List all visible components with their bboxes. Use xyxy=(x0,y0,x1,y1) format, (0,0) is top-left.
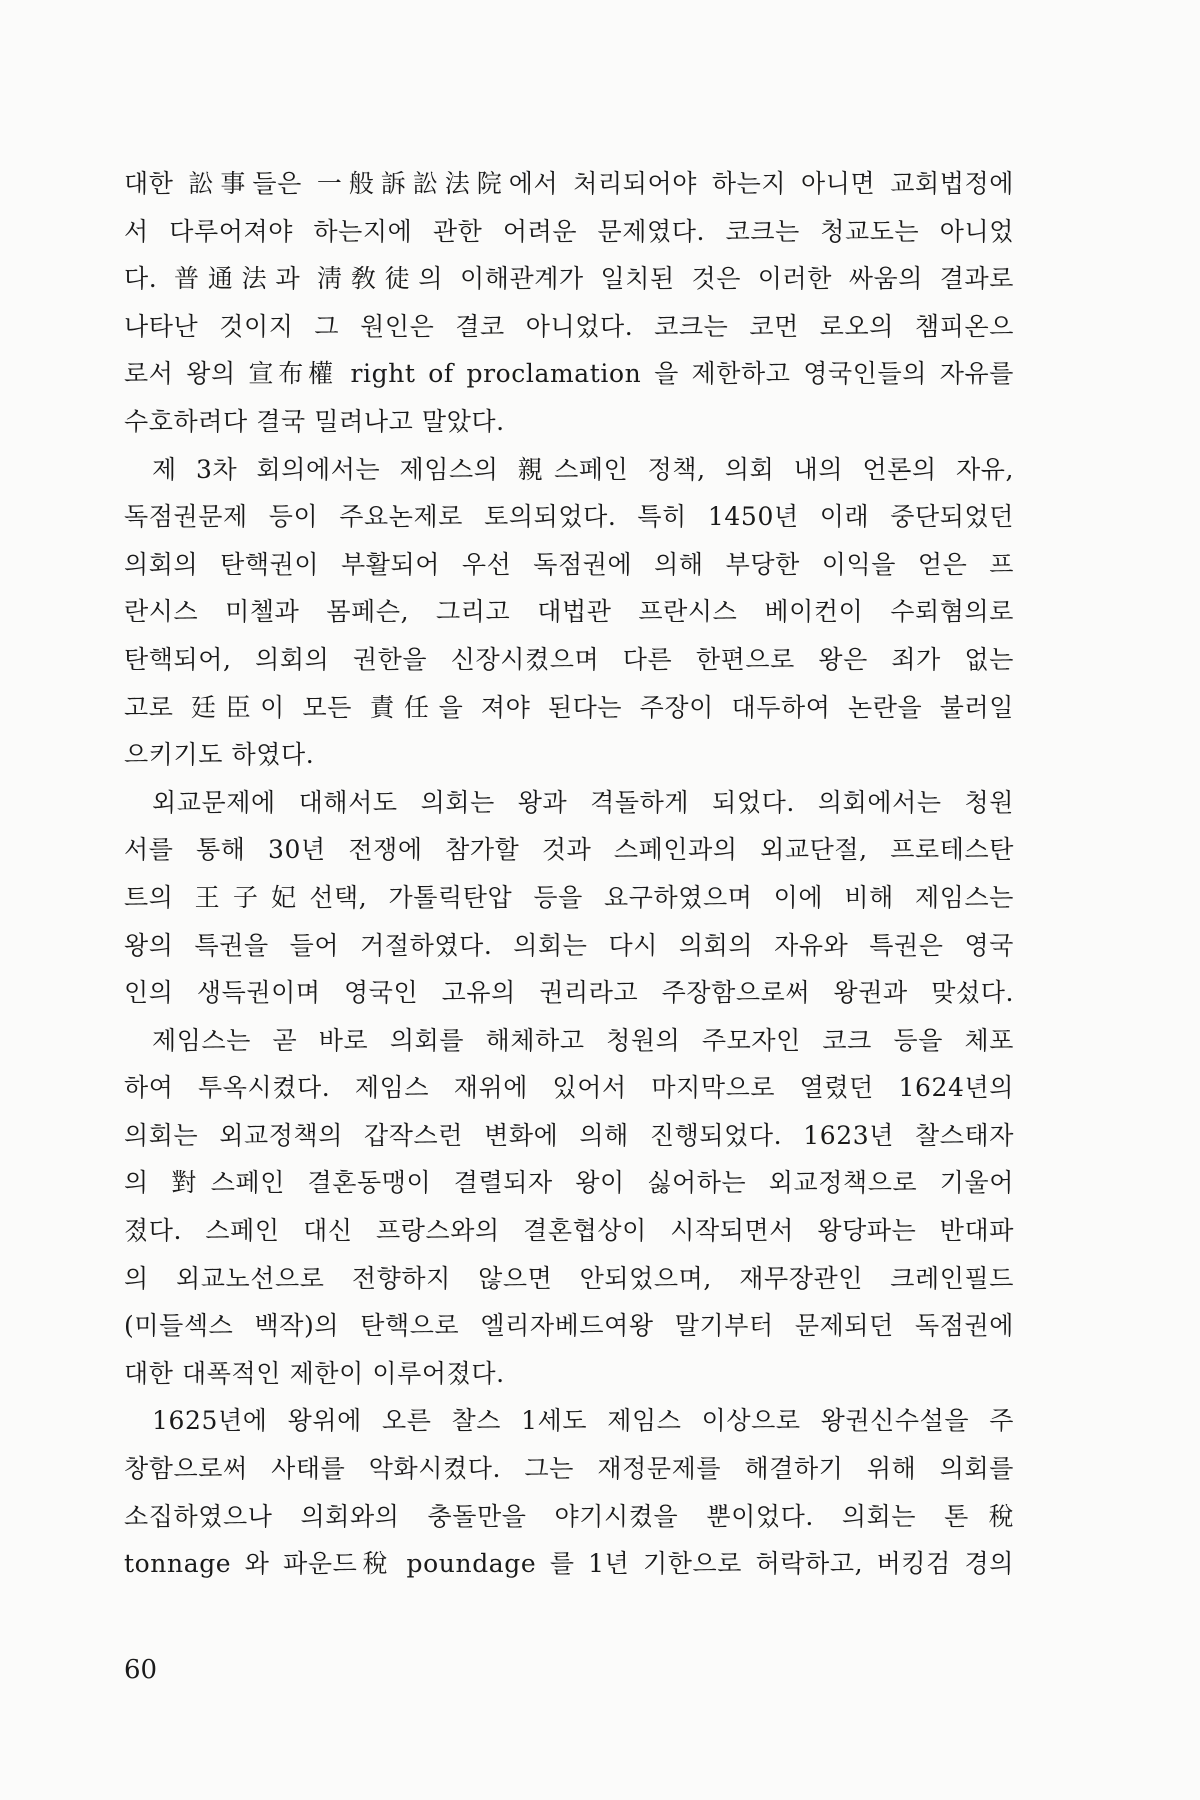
text-line: 대한 대폭적인 제한이 이루어졌다. xyxy=(124,1358,505,1388)
text-line: 독점권문제 등이 주요논제로 토의되었다. 특히 1450년 이래 중단되었던 xyxy=(124,502,1014,532)
text-line: 왕의 특권을 들어 거절하였다. 의회는 다시 의회의 자유와 특권은 영국 xyxy=(124,930,1014,960)
text-line: 창함으로써 사태를 악화시켰다. 그는 재정문제를 해결하기 위해 의회를 xyxy=(124,1454,1014,1484)
text-line: 졌다. 스페인 대신 프랑스와의 결혼협상이 시작되면서 왕당파는 반대파 xyxy=(124,1216,1014,1246)
text-line: 의회의 탄핵권이 부활되어 우선 독점권에 의해 부당한 이익을 얻은 프 xyxy=(124,549,1014,579)
page-number: 60 xyxy=(124,1655,158,1685)
text-line: 서 다루어져야 하는지에 관한 어려운 문제였다. 코크는 청교도는 아니었 xyxy=(124,216,1014,246)
text-line: 1625년에 왕위에 오른 찰스 1세도 제임스 이상으로 왕권신수설을 주 xyxy=(152,1406,1014,1436)
text-line: 의 외교노선으로 전향하지 않으면 안되었으며, 재무장관인 크레인필드 xyxy=(124,1263,1014,1293)
text-line: 수호하려다 결국 밀려나고 말았다. xyxy=(124,406,505,436)
text-line: 서를 통해 30년 전쟁에 참가할 것과 스페인과의 외교단절, 프로테스탄 xyxy=(124,835,1014,865)
text-line: 탄핵되어, 의회의 권한을 신장시켰으며 다른 한편으로 왕은 죄가 없는 xyxy=(124,644,1014,674)
text-line: 의회는 외교정책의 갑작스런 변화에 의해 진행되었다. 1623년 찰스태자 xyxy=(124,1120,1014,1150)
text-line: 제 3차 회의에서는 제임스의 親스페인 정책, 의회 내의 언론의 자유, xyxy=(152,454,1014,484)
text-line: 란시스 미첼과 몸페슨, 그리고 대법관 프란시스 베이컨이 수뢰혐의로 xyxy=(124,597,1014,627)
text-line: 로서 왕의 宣布權 right of proclamation 을 제한하고 영국인들의 자유를 xyxy=(124,359,1014,389)
text-line: 외교문제에 대해서도 의회는 왕과 격돌하게 되었다. 의회에서는 청원 xyxy=(152,787,1014,817)
text-line: tonnage 와 파운드稅 poundage 를 1년 기한으로 허락하고, 버킹검 경의 xyxy=(124,1549,1014,1579)
text-line: (미들섹스 백작)의 탄핵으로 엘리자베드여왕 말기부터 문제되던 독점권에 xyxy=(124,1311,1014,1341)
text-line: 고로 廷臣이 모든 責任을 져야 된다는 주장이 대두하여 논란을 불러일 xyxy=(124,692,1014,722)
text-line: 제임스는 곧 바로 의회를 해체하고 청원의 주모자인 코크 등을 체포 xyxy=(152,1025,1014,1055)
text-line: 의 對스페인 결혼동맹이 결렬되자 왕이 싫어하는 외교정책으로 기울어 xyxy=(124,1168,1014,1198)
text-line: 인의 생득권이며 영국인 고유의 권리라고 주장함으로써 왕권과 맞섰다. xyxy=(124,978,1014,1008)
body-text xyxy=(124,160,1014,1588)
text-line: 하여 투옥시켰다. 제임스 재위에 있어서 마지막으로 열렸던 1624년의 xyxy=(124,1073,1014,1103)
text-line: 대한 訟事들은 一般訴訟法院에서 처리되어야 하는지 아니면 교회법정에 xyxy=(124,169,1014,198)
text-line: 나타난 것이지 그 원인은 결코 아니었다. 코크는 코먼 로오의 챔피온으 xyxy=(124,311,1014,341)
text-line: 으키기도 하였다. xyxy=(124,740,315,770)
text-line: 소집하였으나 의회와의 충돌만을 야기시켰을 뿐이었다. 의회는 톤稅 xyxy=(124,1501,1014,1531)
text-line: 트의 王子妃선택, 가톨릭탄압 등을 요구하였으며 이에 비해 제임스는 xyxy=(124,882,1014,912)
text-line: 다. 普通法과 淸敎徒의 이해관계가 일치된 것은 이러한 싸움의 결과로 xyxy=(124,264,1014,294)
